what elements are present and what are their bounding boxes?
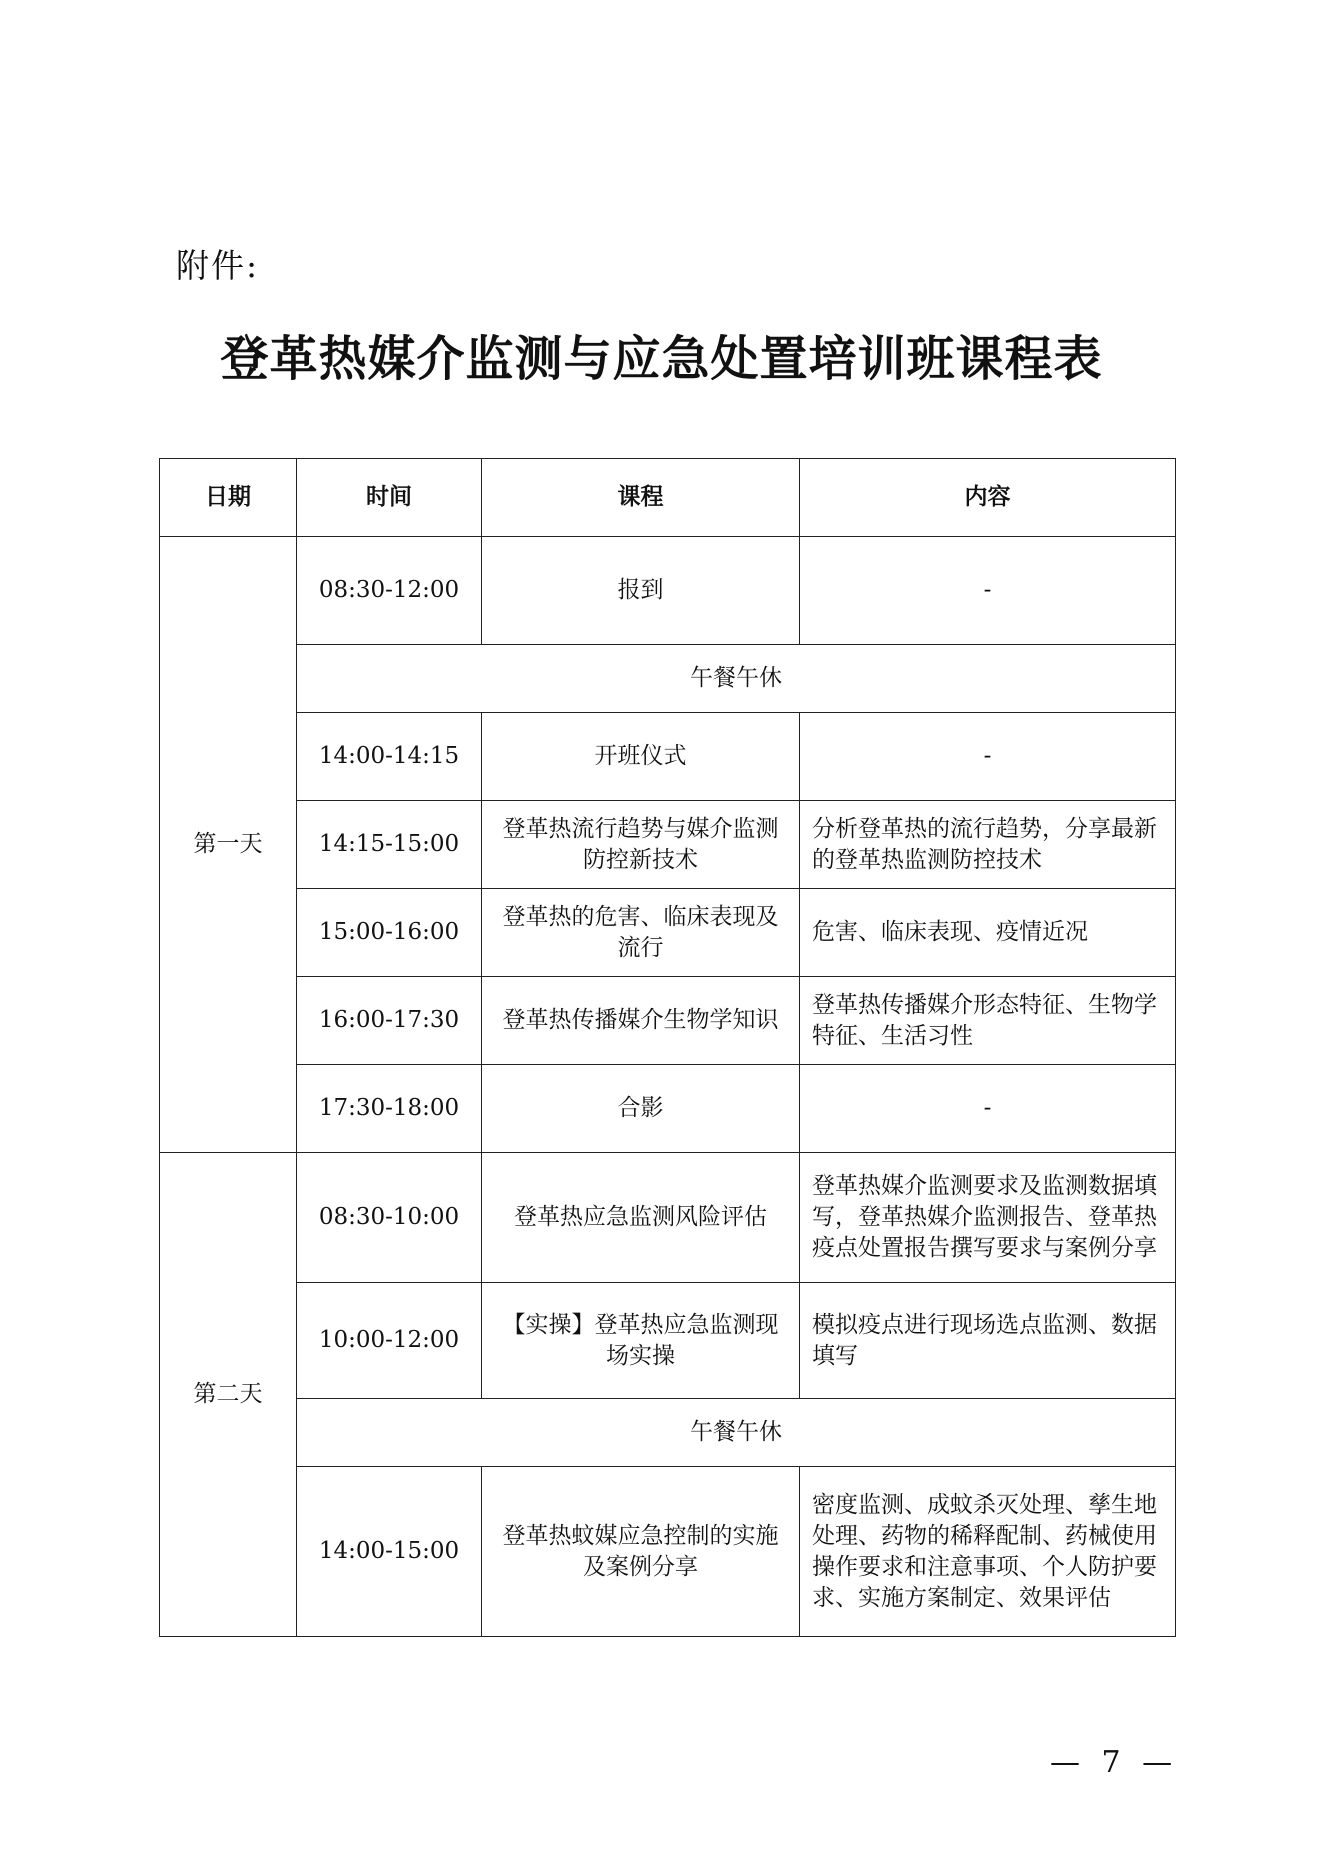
table-row — [160, 1467, 1176, 1637]
attachment-label: 附件: — [176, 246, 260, 285]
day-label: 第一天 — [160, 537, 297, 1153]
time-cell: 14:15-15:00 — [297, 801, 482, 889]
table-row — [160, 801, 1176, 889]
course-cell: 登革热流行趋势与媒介监测防控新技术 — [482, 801, 800, 889]
content-cell: - — [800, 537, 1176, 645]
time-cell: 10:00-12:00 — [297, 1283, 482, 1399]
table-row — [160, 889, 1176, 977]
content-cell: 模拟疫点进行现场选点监测、数据填写 — [800, 1283, 1176, 1399]
course-cell: 登革热应急监测风险评估 — [482, 1153, 800, 1283]
time-cell: 14:00-14:15 — [297, 713, 482, 801]
course-cell: 合影 — [482, 1065, 800, 1153]
time-cell: 16:00-17:30 — [297, 977, 482, 1065]
course-cell: 开班仪式 — [482, 713, 800, 801]
header-course: 课程 — [482, 459, 800, 537]
header-time: 时间 — [297, 459, 482, 537]
content-cell: - — [800, 1065, 1176, 1153]
table-row — [160, 1153, 1176, 1283]
table-row — [160, 1065, 1176, 1153]
table-row — [160, 537, 1176, 645]
break-cell: 午餐午休 — [297, 1399, 1176, 1467]
time-cell: 17:30-18:00 — [297, 1065, 482, 1153]
course-cell: 登革热传播媒介生物学知识 — [482, 977, 800, 1065]
time-cell: 15:00-16:00 — [297, 889, 482, 977]
table-row — [160, 645, 1176, 713]
course-cell: 【实操】登革热应急监测现场实操 — [482, 1283, 800, 1399]
course-cell: 登革热蚊媒应急控制的实施及案例分享 — [482, 1467, 800, 1637]
content-cell: - — [800, 713, 1176, 801]
table-row — [160, 713, 1176, 801]
day-label: 第二天 — [160, 1153, 297, 1637]
course-cell: 报到 — [482, 537, 800, 645]
header-row — [160, 459, 1176, 537]
header-content: 内容 — [800, 459, 1176, 537]
table-row — [160, 1283, 1176, 1399]
time-cell: 08:30-10:00 — [297, 1153, 482, 1283]
content-cell: 密度监测、成蚊杀灭处理、孳生地处理、药物的稀释配制、药械使用操作要求和注意事项、个人防护要求、实施方案制定、效果评估 — [800, 1467, 1176, 1637]
content-cell: 危害、临床表现、疫情近况 — [800, 889, 1176, 977]
page-title: 登革热媒介监测与应急处置培训班课程表 — [220, 331, 1103, 387]
course-schedule-table — [159, 458, 1176, 1637]
break-cell: 午餐午休 — [297, 645, 1176, 713]
time-cell: 14:00-15:00 — [297, 1467, 482, 1637]
table-row — [160, 977, 1176, 1065]
time-cell: 08:30-12:00 — [297, 537, 482, 645]
course-cell: 登革热的危害、临床表现及流行 — [482, 889, 800, 977]
header-date: 日期 — [160, 459, 297, 537]
content-cell: 登革热传播媒介形态特征、生物学特征、生活习性 — [800, 977, 1176, 1065]
content-cell: 登革热媒介监测要求及监测数据填写，登革热媒介监测报告、登革热疫点处置报告撰写要求与案例分享 — [800, 1153, 1176, 1283]
page-number: — 7 — — [1050, 1745, 1179, 1780]
table-row — [160, 1399, 1176, 1467]
content-cell: 分析登革热的流行趋势，分享最新的登革热监测防控技术 — [800, 801, 1176, 889]
